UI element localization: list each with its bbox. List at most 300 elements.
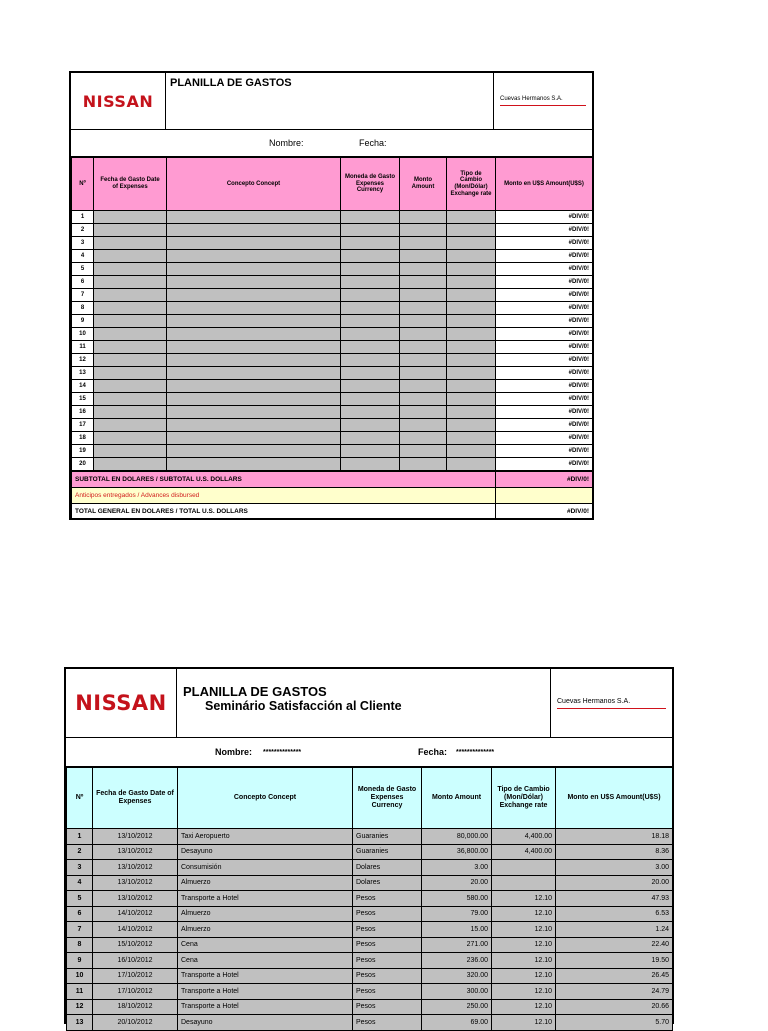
company-name: Cuevas Hermanos S.A. (500, 96, 563, 102)
tipo-cambio-cell[interactable] (447, 263, 496, 276)
row-number: 4 (72, 250, 94, 263)
tipo-cambio-cell[interactable]: 12.10 (492, 922, 556, 938)
fecha-cell[interactable] (94, 302, 167, 315)
fecha-cell[interactable] (94, 328, 167, 341)
tipo-cambio-cell[interactable] (447, 393, 496, 406)
table-row (72, 419, 593, 432)
monto-cell[interactable] (400, 224, 447, 237)
subtotal-value: #DIV/0! (496, 472, 593, 488)
tipo-cambio-cell[interactable] (447, 211, 496, 224)
table-row (67, 953, 673, 969)
row-number: 10 (72, 328, 94, 341)
usd-cell[interactable]: 22.40 (556, 937, 673, 953)
moneda-cell[interactable] (341, 354, 400, 367)
row-number: 19 (72, 445, 94, 458)
usd-cell: #DIV/0! (496, 237, 593, 250)
table-row (72, 341, 593, 354)
tipo-cambio-cell[interactable]: 12.10 (492, 906, 556, 922)
fecha-label: Fecha: (359, 138, 387, 148)
monto-cell[interactable]: 250.00 (422, 999, 492, 1015)
table-row (72, 250, 593, 263)
fecha-cell[interactable]: 13/10/2012 (93, 829, 178, 845)
header-tipo-cambio: Tipo de Cambio (Mon/Dólar) Exchange rate (492, 768, 556, 829)
tipo-cambio-cell[interactable] (447, 289, 496, 302)
moneda-cell[interactable] (341, 302, 400, 315)
concepto-cell[interactable] (167, 406, 341, 419)
usd-cell[interactable]: 19.50 (556, 953, 673, 969)
concepto-cell[interactable]: Almuerzo (178, 906, 353, 922)
monto-cell[interactable]: 320.00 (422, 968, 492, 984)
row-number: 6 (67, 906, 93, 922)
moneda-cell[interactable]: Pesos (353, 906, 422, 922)
row-number: 4 (67, 875, 93, 891)
usd-cell[interactable]: 20.00 (556, 875, 673, 891)
monto-cell[interactable] (400, 367, 447, 380)
concepto-cell[interactable] (167, 380, 341, 393)
tipo-cambio-cell[interactable] (447, 406, 496, 419)
tipo-cambio-cell[interactable]: 12.10 (492, 891, 556, 907)
row-number: 15 (72, 393, 94, 406)
fecha-value[interactable]: ************** (456, 748, 495, 756)
moneda-cell[interactable] (341, 445, 400, 458)
tipo-cambio-cell[interactable]: 4,400.00 (492, 844, 556, 860)
concepto-cell[interactable]: Transporte a Hotel (178, 984, 353, 1000)
concepto-cell[interactable]: Cena (178, 937, 353, 953)
fecha-cell[interactable] (94, 237, 167, 250)
moneda-cell[interactable] (341, 458, 400, 471)
moneda-cell[interactable] (341, 289, 400, 302)
usd-cell[interactable]: 1.24 (556, 922, 673, 938)
usd-cell[interactable]: 20.66 (556, 999, 673, 1015)
concepto-cell[interactable] (167, 458, 341, 471)
tipo-cambio-cell[interactable] (492, 875, 556, 891)
fecha-cell[interactable] (94, 276, 167, 289)
moneda-cell[interactable]: Pesos (353, 922, 422, 938)
monto-cell[interactable] (400, 289, 447, 302)
concepto-cell[interactable] (167, 211, 341, 224)
monto-cell[interactable]: 20.00 (422, 875, 492, 891)
monto-cell[interactable]: 580.00 (422, 891, 492, 907)
fecha-cell[interactable]: 15/10/2012 (93, 937, 178, 953)
form-header (66, 669, 672, 738)
tipo-cambio-cell[interactable] (447, 432, 496, 445)
fecha-cell[interactable] (94, 224, 167, 237)
moneda-cell[interactable]: Pesos (353, 953, 422, 969)
form-title: PLANILLA DE GASTOS (166, 73, 494, 129)
table-row (72, 276, 593, 289)
fecha-cell[interactable] (94, 250, 167, 263)
monto-cell[interactable]: 79.00 (422, 906, 492, 922)
moneda-cell[interactable] (341, 341, 400, 354)
monto-cell[interactable] (400, 328, 447, 341)
concepto-cell[interactable] (167, 250, 341, 263)
row-number: 3 (72, 237, 94, 250)
header-moneda: Moneda de Gasto Expenses Currency (353, 768, 422, 829)
fecha-cell[interactable]: 13/10/2012 (93, 875, 178, 891)
tipo-cambio-cell[interactable] (447, 276, 496, 289)
row-number: 12 (72, 354, 94, 367)
monto-cell[interactable]: 271.00 (422, 937, 492, 953)
concepto-cell[interactable]: Consumisión (178, 860, 353, 876)
moneda-cell[interactable] (341, 224, 400, 237)
concepto-cell[interactable]: Transporte a Hotel (178, 968, 353, 984)
usd-cell[interactable]: 6.53 (556, 906, 673, 922)
row-number: 6 (72, 276, 94, 289)
table-row (67, 968, 673, 984)
tipo-cambio-cell[interactable] (447, 224, 496, 237)
table-row (72, 224, 593, 237)
concepto-cell[interactable] (167, 367, 341, 380)
subtotal-row (72, 472, 593, 488)
concepto-cell[interactable] (167, 445, 341, 458)
monto-cell[interactable] (400, 237, 447, 250)
table-row (72, 302, 593, 315)
moneda-cell[interactable] (341, 250, 400, 263)
row-number: 5 (72, 263, 94, 276)
monto-cell[interactable] (400, 380, 447, 393)
monto-cell[interactable] (400, 432, 447, 445)
fecha-cell[interactable] (94, 393, 167, 406)
fecha-cell[interactable]: 14/10/2012 (93, 906, 178, 922)
moneda-cell[interactable]: Guaranies (353, 829, 422, 845)
table-row (67, 906, 673, 922)
row-number: 12 (67, 999, 93, 1015)
tipo-cambio-cell[interactable]: 12.10 (492, 953, 556, 969)
row-number: 9 (67, 953, 93, 969)
table-row (67, 875, 673, 891)
monto-cell[interactable]: 236.00 (422, 953, 492, 969)
fecha-cell[interactable] (94, 354, 167, 367)
usd-cell: #DIV/0! (496, 419, 593, 432)
table-row (72, 432, 593, 445)
tipo-cambio-cell[interactable] (447, 302, 496, 315)
moneda-cell[interactable]: Pesos (353, 1015, 422, 1031)
tipo-cambio-cell[interactable] (447, 341, 496, 354)
table-row (67, 999, 673, 1015)
moneda-cell[interactable] (341, 237, 400, 250)
concepto-cell[interactable]: Transporte a Hotel (178, 999, 353, 1015)
monto-cell[interactable] (400, 445, 447, 458)
tipo-cambio-cell[interactable] (447, 419, 496, 432)
concepto-cell[interactable]: Cena (178, 953, 353, 969)
header-fecha: Fecha de Gasto Date of Expenses (94, 158, 167, 211)
name-date-row (71, 130, 592, 157)
concepto-cell[interactable]: Transporte a Hotel (178, 891, 353, 907)
header-number: Nº (72, 158, 94, 211)
row-number: 11 (67, 984, 93, 1000)
row-number: 3 (67, 860, 93, 876)
table-row (67, 922, 673, 938)
moneda-cell[interactable] (341, 315, 400, 328)
concepto-cell[interactable]: Desayuno (178, 1015, 353, 1031)
row-number: 1 (67, 829, 93, 845)
usd-cell[interactable]: 5.70 (556, 1015, 673, 1031)
form-title: PLANILLA DE GASTOS (183, 684, 327, 699)
table-row (67, 891, 673, 907)
concepto-cell[interactable] (167, 263, 341, 276)
moneda-cell[interactable] (341, 367, 400, 380)
column-headers (72, 158, 593, 211)
concepto-cell[interactable] (167, 328, 341, 341)
advances-row (72, 488, 593, 504)
monto-cell[interactable] (400, 302, 447, 315)
moneda-cell[interactable]: Pesos (353, 968, 422, 984)
tipo-cambio-cell[interactable]: 12.10 (492, 968, 556, 984)
concepto-cell[interactable] (167, 289, 341, 302)
form-subtitle: Seminário Satisfacción al Cliente (205, 699, 402, 713)
concepto-cell[interactable] (167, 393, 341, 406)
moneda-cell[interactable] (341, 393, 400, 406)
monto-cell[interactable] (400, 250, 447, 263)
monto-cell[interactable]: 300.00 (422, 984, 492, 1000)
concepto-cell[interactable]: Almuerzo (178, 922, 353, 938)
fecha-cell[interactable] (94, 458, 167, 471)
table-row (72, 354, 593, 367)
monto-cell[interactable]: 3.00 (422, 860, 492, 876)
monto-cell[interactable]: 15.00 (422, 922, 492, 938)
header-tipo-cambio: Tipo de Cambio (Mon/Dólar) Exchange rate (447, 158, 496, 211)
table-row (72, 393, 593, 406)
row-number: 13 (67, 1015, 93, 1031)
monto-cell[interactable] (400, 406, 447, 419)
advances-label: Anticipos entregados / Advances disbursed (72, 488, 496, 504)
row-number: 18 (72, 432, 94, 445)
monto-cell[interactable]: 80,000.00 (422, 829, 492, 845)
table-row (72, 445, 593, 458)
row-number: 2 (67, 844, 93, 860)
usd-cell: #DIV/0! (496, 393, 593, 406)
concepto-cell[interactable] (167, 237, 341, 250)
total-value: #DIV/0! (496, 504, 593, 520)
usd-cell: #DIV/0! (496, 250, 593, 263)
tipo-cambio-cell[interactable] (447, 237, 496, 250)
moneda-cell[interactable]: Pesos (353, 937, 422, 953)
table-row (72, 315, 593, 328)
nombre-value[interactable]: ************** (263, 748, 302, 756)
tipo-cambio-cell[interactable] (447, 315, 496, 328)
row-number: 9 (72, 315, 94, 328)
monto-cell[interactable] (400, 354, 447, 367)
table-row (67, 860, 673, 876)
usd-cell: #DIV/0! (496, 302, 593, 315)
monto-cell[interactable] (400, 458, 447, 471)
table-row (72, 380, 593, 393)
expense-table (71, 157, 593, 471)
tipo-cambio-cell[interactable] (447, 367, 496, 380)
fecha-cell[interactable]: 13/10/2012 (93, 891, 178, 907)
title-cell (177, 669, 551, 737)
tipo-cambio-cell[interactable] (447, 458, 496, 471)
usd-cell: #DIV/0! (496, 315, 593, 328)
concepto-cell[interactable] (167, 341, 341, 354)
fecha-cell[interactable] (94, 367, 167, 380)
table-row (67, 937, 673, 953)
nombre-label: Nombre: (215, 747, 253, 757)
fecha-cell[interactable]: 13/10/2012 (93, 860, 178, 876)
table-row (67, 1015, 673, 1031)
usd-cell[interactable]: 47.93 (556, 891, 673, 907)
expense-table (66, 767, 673, 1031)
moneda-cell[interactable]: Pesos (353, 999, 422, 1015)
tipo-cambio-cell[interactable]: 12.10 (492, 984, 556, 1000)
concepto-cell[interactable] (167, 315, 341, 328)
usd-cell: #DIV/0! (496, 211, 593, 224)
usd-cell: #DIV/0! (496, 406, 593, 419)
company-cell (551, 669, 672, 737)
total-label: TOTAL GENERAL EN DOLARES / TOTAL U.S. DOLLARS (72, 504, 496, 520)
tipo-cambio-cell[interactable]: 12.10 (492, 937, 556, 953)
subtotal-label: SUBTOTAL EN DOLARES / SUBTOTAL U.S. DOLLARS (72, 472, 496, 488)
company-underline (557, 708, 666, 709)
fecha-cell[interactable]: 17/10/2012 (93, 984, 178, 1000)
fecha-cell[interactable]: 20/10/2012 (93, 1015, 178, 1031)
monto-cell[interactable] (400, 315, 447, 328)
concepto-cell[interactable] (167, 419, 341, 432)
fecha-cell[interactable] (94, 211, 167, 224)
row-number: 7 (67, 922, 93, 938)
table-row (72, 458, 593, 471)
tipo-cambio-cell[interactable] (447, 380, 496, 393)
header-fecha: Fecha de Gasto Date of Expenses (93, 768, 178, 829)
column-headers (67, 768, 673, 829)
table-row (67, 829, 673, 845)
fecha-cell[interactable] (94, 445, 167, 458)
monto-cell[interactable] (400, 341, 447, 354)
monto-cell[interactable] (400, 393, 447, 406)
table-row (72, 328, 593, 341)
concepto-cell[interactable] (167, 354, 341, 367)
tipo-cambio-cell[interactable] (447, 354, 496, 367)
logo-cell (71, 73, 166, 129)
monto-cell[interactable]: 69.00 (422, 1015, 492, 1031)
header-monto-usd: Monto en U$S Amount(U$S) (496, 158, 593, 211)
monto-cell[interactable] (400, 211, 447, 224)
moneda-cell[interactable]: Dolares (353, 875, 422, 891)
row-number: 1 (72, 211, 94, 224)
usd-cell[interactable]: 26.45 (556, 968, 673, 984)
fecha-cell[interactable]: 13/10/2012 (93, 844, 178, 860)
fecha-cell[interactable] (94, 315, 167, 328)
concepto-cell[interactable]: Almuerzo (178, 875, 353, 891)
usd-cell: #DIV/0! (496, 341, 593, 354)
table-row (72, 211, 593, 224)
usd-cell: #DIV/0! (496, 432, 593, 445)
monto-cell[interactable] (400, 419, 447, 432)
moneda-cell[interactable] (341, 276, 400, 289)
fecha-cell[interactable] (94, 432, 167, 445)
header-concepto: Concepto Concept (178, 768, 353, 829)
company-cell (494, 73, 592, 129)
nombre-label: Nombre: (269, 138, 304, 148)
moneda-cell[interactable]: Guaranies (353, 844, 422, 860)
concepto-cell[interactable]: Desayuno (178, 844, 353, 860)
usd-cell[interactable]: 18.18 (556, 829, 673, 845)
moneda-cell[interactable] (341, 328, 400, 341)
table-row (67, 984, 673, 1000)
header-monto: Monto Amount (422, 768, 492, 829)
table-row (67, 844, 673, 860)
moneda-cell[interactable] (341, 419, 400, 432)
row-number: 2 (72, 224, 94, 237)
moneda-cell[interactable] (341, 211, 400, 224)
tipo-cambio-cell[interactable] (492, 860, 556, 876)
header-monto-usd: Monto en U$S Amount(U$S) (556, 768, 673, 829)
totals-table (71, 471, 593, 520)
moneda-cell[interactable] (341, 406, 400, 419)
usd-cell: #DIV/0! (496, 367, 593, 380)
concepto-cell[interactable] (167, 302, 341, 315)
nissan-logo: NISSAN (82, 91, 154, 111)
company-name: Cuevas Hermanos S.A. (557, 697, 631, 705)
concepto-cell[interactable]: Taxi Aeropuerto (178, 829, 353, 845)
tipo-cambio-cell[interactable] (447, 250, 496, 263)
moneda-cell[interactable]: Dolares (353, 860, 422, 876)
usd-cell[interactable]: 3.00 (556, 860, 673, 876)
moneda-cell[interactable] (341, 432, 400, 445)
tipo-cambio-cell[interactable]: 12.10 (492, 999, 556, 1015)
usd-cell: #DIV/0! (496, 354, 593, 367)
expense-form-filled (64, 667, 674, 1024)
table-row (72, 237, 593, 250)
row-number: 14 (72, 380, 94, 393)
fecha-cell[interactable]: 16/10/2012 (93, 953, 178, 969)
form-header (71, 73, 592, 130)
usd-cell: #DIV/0! (496, 263, 593, 276)
usd-cell: #DIV/0! (496, 458, 593, 471)
usd-cell[interactable]: 24.79 (556, 984, 673, 1000)
moneda-cell[interactable]: Pesos (353, 984, 422, 1000)
fecha-cell[interactable] (94, 341, 167, 354)
monto-cell[interactable] (400, 263, 447, 276)
fecha-cell[interactable] (94, 419, 167, 432)
fecha-cell[interactable] (94, 263, 167, 276)
header-number: Nº (67, 768, 93, 829)
row-number: 20 (72, 458, 94, 471)
usd-cell: #DIV/0! (496, 289, 593, 302)
monto-cell[interactable]: 36,800.00 (422, 844, 492, 860)
table-row (72, 263, 593, 276)
concepto-cell[interactable] (167, 432, 341, 445)
table-row (72, 289, 593, 302)
row-number: 13 (72, 367, 94, 380)
fecha-cell[interactable]: 14/10/2012 (93, 922, 178, 938)
row-number: 16 (72, 406, 94, 419)
fecha-cell[interactable]: 17/10/2012 (93, 968, 178, 984)
tipo-cambio-cell[interactable] (447, 328, 496, 341)
tipo-cambio-cell[interactable] (447, 445, 496, 458)
fecha-cell[interactable] (94, 380, 167, 393)
moneda-cell[interactable]: Pesos (353, 891, 422, 907)
usd-cell[interactable]: 8.36 (556, 844, 673, 860)
total-row (72, 504, 593, 520)
monto-cell[interactable] (400, 276, 447, 289)
advances-value[interactable] (496, 488, 593, 504)
header-moneda: Moneda de Gasto Expenses Currency (341, 158, 400, 211)
concepto-cell[interactable] (167, 224, 341, 237)
fecha-cell[interactable] (94, 289, 167, 302)
fecha-label: Fecha: (418, 747, 448, 757)
row-number: 8 (67, 937, 93, 953)
header-concepto: Concepto Concept (167, 158, 341, 211)
table-row (72, 367, 593, 380)
moneda-cell[interactable] (341, 380, 400, 393)
fecha-cell[interactable] (94, 406, 167, 419)
tipo-cambio-cell[interactable]: 12.10 (492, 1015, 556, 1031)
fecha-cell[interactable]: 18/10/2012 (93, 999, 178, 1015)
tipo-cambio-cell[interactable]: 4,400.00 (492, 829, 556, 845)
moneda-cell[interactable] (341, 263, 400, 276)
concepto-cell[interactable] (167, 276, 341, 289)
